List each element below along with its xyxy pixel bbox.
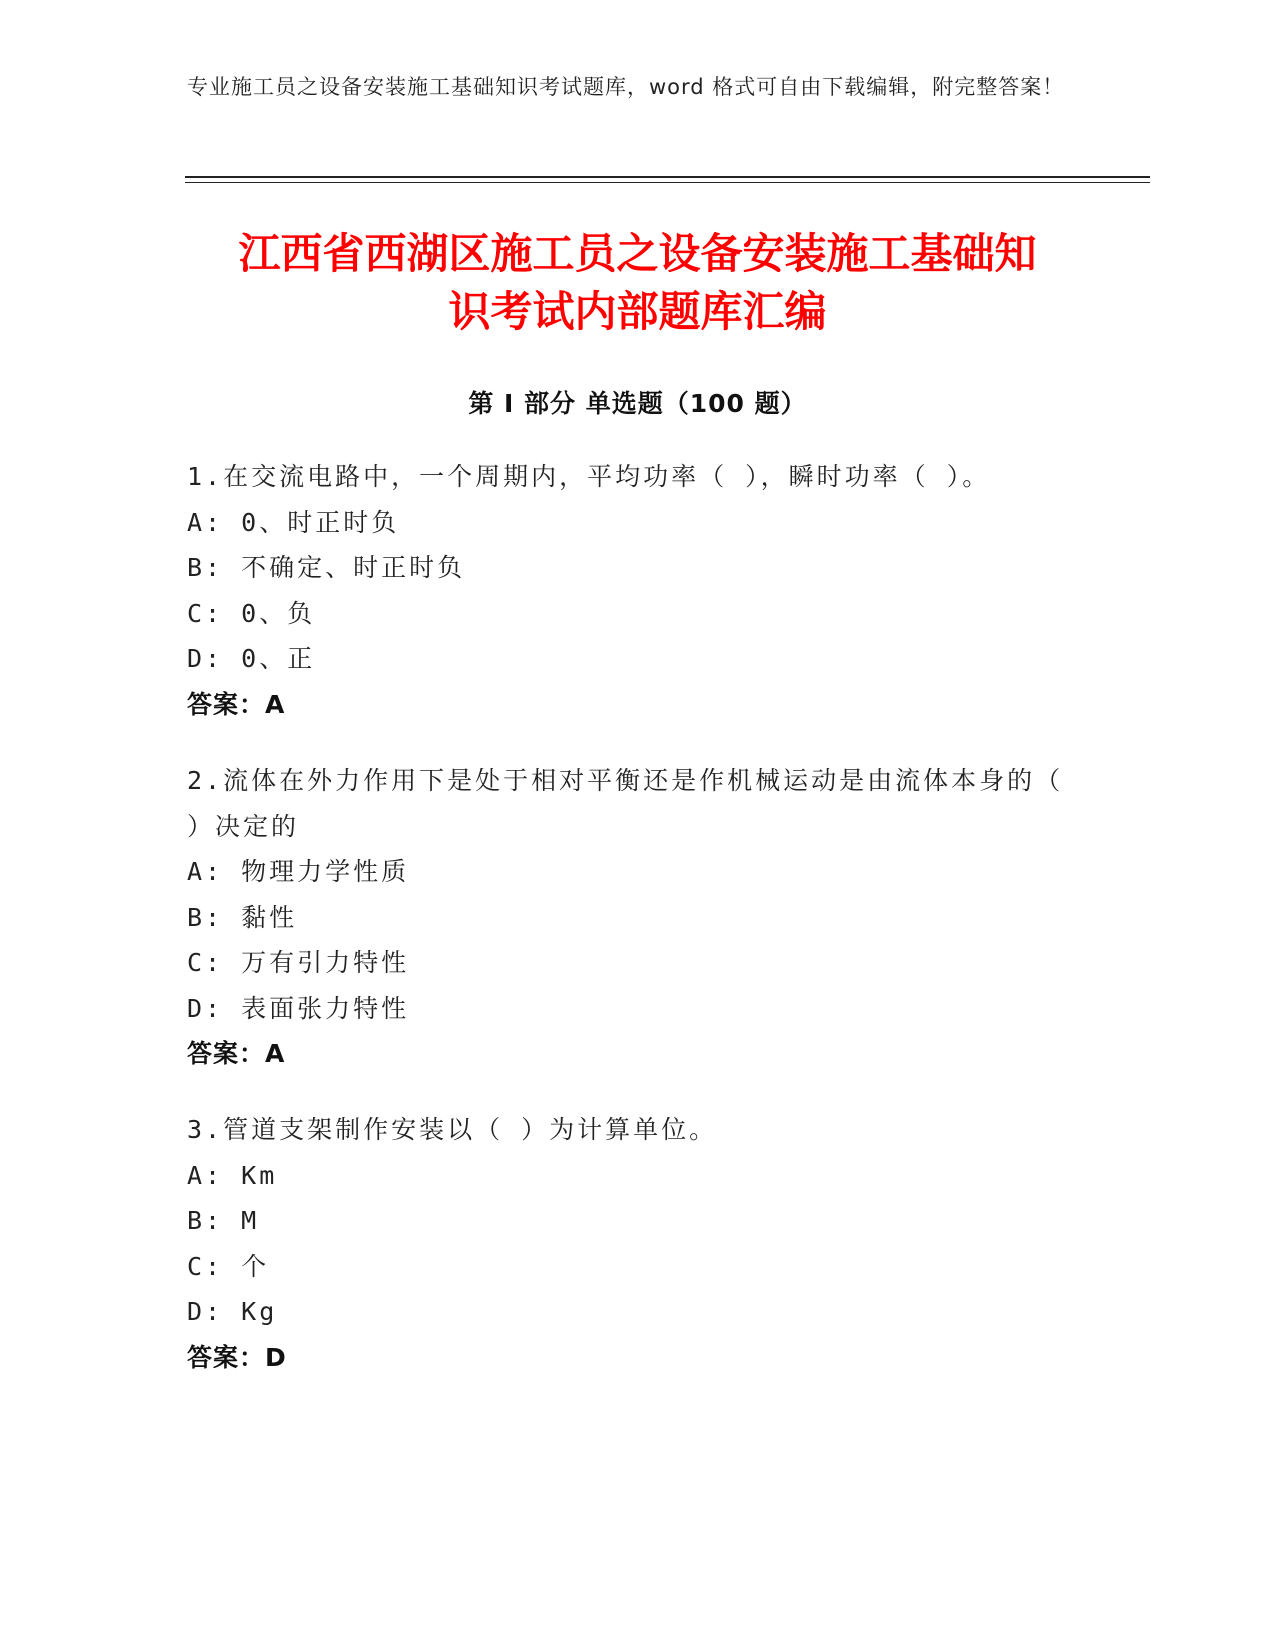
question-answer: 答案：A <box>187 689 286 719</box>
question-option-d: D: 表面张力特性 <box>187 993 410 1023</box>
section-title: 第 I 部分 单选题（100 题） <box>468 389 807 418</box>
question-option-a: A: 物理力学性质 <box>187 857 410 886</box>
question-answer: 答案：D <box>187 1342 287 1372</box>
question-stem: 3.管道支架制作安装以（ ）为计算单位。 <box>187 1115 718 1144</box>
question-3 <box>187 1107 1087 1380</box>
question-answer: 答案：A <box>187 1039 286 1068</box>
question-option-c: C: 个 <box>187 1251 270 1281</box>
document-title-line-1: 江西省西湖区施工员之设备安装施工基础知 <box>238 229 1037 278</box>
question-option-a: A: 0、时正时负 <box>187 507 400 537</box>
document-title-line-2: 识考试内部题库汇编 <box>448 287 827 336</box>
question-option-c: C: 万有引力特性 <box>187 948 410 977</box>
document-title <box>150 225 1125 341</box>
question-1 <box>187 454 1087 727</box>
question-option-b: B: M <box>187 1206 260 1235</box>
header-divider-thick <box>185 176 1150 178</box>
question-option-b: B: 黏性 <box>187 902 298 932</box>
header-divider-thin <box>185 182 1150 183</box>
question-option-b: B: 不确定、时正时负 <box>187 553 466 582</box>
question-option-d: D: 0、正 <box>187 644 316 673</box>
question-2 <box>187 758 1087 1077</box>
question-option-d: D: Kg <box>187 1297 278 1326</box>
question-stem: 2.流体在外力作用下是处于相对平衡还是作机械运动是由流体本身的（ ）决定的 <box>187 766 1082 841</box>
document-header-note: 专业施工员之设备安装施工基础知识考试题库，word 格式可自由下载编辑，附完整答案！ <box>187 75 1065 99</box>
question-option-c: C: 0、负 <box>187 598 316 628</box>
question-option-a: A: Km <box>187 1160 278 1190</box>
question-stem: 1.在交流电路中，一个周期内，平均功率（ ），瞬时功率（ ）。 <box>187 462 991 491</box>
